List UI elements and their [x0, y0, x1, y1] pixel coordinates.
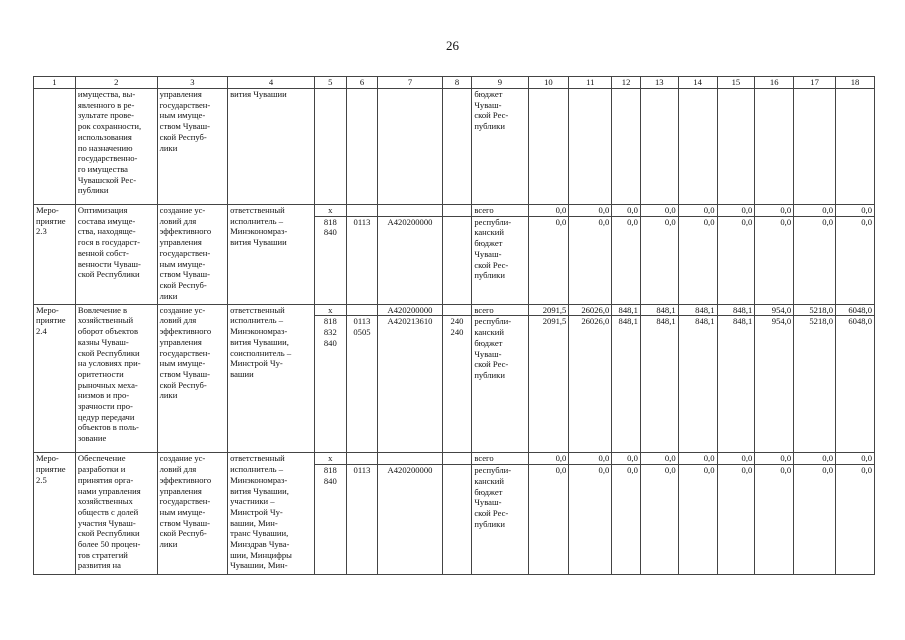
amount-col-14: 848,1: [678, 304, 717, 316]
expense-type-code: [442, 465, 472, 575]
column-number-13: 13: [640, 77, 678, 89]
event-goal: создание ус- ловий для эффективного управления государствен- ным имуще- ством Чуваш- ской Респуб- лики: [157, 205, 228, 305]
column-number-14: 14: [678, 77, 717, 89]
event-3-row-1: [34, 453, 875, 465]
amount-col-18: 6048,0: [836, 316, 875, 453]
amount-col-17: 0,0: [794, 453, 836, 465]
amount-col-16: 0,0: [755, 465, 794, 575]
column-number-7: 7: [378, 77, 442, 89]
amount-col-10: 0,0: [528, 453, 569, 465]
amount-col-16: 0,0: [755, 205, 794, 217]
target-article-code: А420200000: [378, 465, 442, 575]
event-1-row-1: [34, 205, 875, 217]
amount-col-16: 0,0: [755, 216, 794, 304]
funding-source: республи- канский бюджет Чуваш- ской Рес- публики: [472, 465, 528, 575]
cont-col4: вития Чувашии: [228, 89, 315, 205]
column-number-8: 8: [442, 77, 472, 89]
column-number-17: 17: [794, 77, 836, 89]
cont-col15: [717, 89, 755, 205]
amount-col-12: 0,0: [612, 216, 641, 304]
continuation-row: [34, 89, 875, 205]
amount-col-12: 0,0: [612, 205, 641, 217]
amount-col-18: 0,0: [836, 216, 875, 304]
amount-col-16: 954,0: [755, 304, 794, 316]
ministry-code: x: [314, 304, 346, 316]
column-number-3: 3: [157, 77, 228, 89]
column-number-18: 18: [836, 77, 875, 89]
amount-col-12: 0,0: [612, 453, 641, 465]
cont-col18: [836, 89, 875, 205]
amount-col-12: 0,0: [612, 465, 641, 575]
amount-col-17: 5218,0: [794, 304, 836, 316]
funding-source: республи- канский бюджет Чуваш- ской Рес- публики: [472, 216, 528, 304]
section-code: [346, 304, 378, 316]
section-code: [346, 205, 378, 217]
amount-col-15: 848,1: [717, 304, 755, 316]
table-body: [34, 77, 875, 575]
amount-col-10: 0,0: [528, 205, 569, 217]
expense-type-code: [442, 304, 472, 316]
amount-col-15: 0,0: [717, 216, 755, 304]
cont-col1: [34, 89, 76, 205]
amount-col-14: 0,0: [678, 453, 717, 465]
expense-type-code: [442, 453, 472, 465]
target-article-code: А420213610: [378, 316, 442, 453]
funding-source: всего: [472, 304, 528, 316]
amount-col-10: 0,0: [528, 465, 569, 575]
cont-col14: [678, 89, 717, 205]
amount-col-17: 0,0: [794, 465, 836, 575]
amount-col-13: 848,1: [640, 316, 678, 453]
column-number-1: 1: [34, 77, 76, 89]
amount-col-17: 5218,0: [794, 316, 836, 453]
cont-col17: [794, 89, 836, 205]
cont-col6: [346, 89, 378, 205]
target-article-code: [378, 453, 442, 465]
cont-col10: [528, 89, 569, 205]
amount-col-16: 954,0: [755, 316, 794, 453]
cont-col2: имущества, вы- явленного в ре- зультате прове- рок сохранности, использования по назначению государственно- го имущества Чувашской Рес- публики: [75, 89, 157, 205]
column-number-10: 10: [528, 77, 569, 89]
amount-col-13: 0,0: [640, 465, 678, 575]
column-number-12: 12: [612, 77, 641, 89]
column-number-4: 4: [228, 77, 315, 89]
amount-col-11: 0,0: [569, 465, 612, 575]
funding-source: всего: [472, 453, 528, 465]
column-number-16: 16: [755, 77, 794, 89]
column-number-2: 2: [75, 77, 157, 89]
amount-col-15: 0,0: [717, 465, 755, 575]
section-code: 0113 0505: [346, 316, 378, 453]
cont-col13: [640, 89, 678, 205]
amount-col-12: 848,1: [612, 304, 641, 316]
column-number-9: 9: [472, 77, 528, 89]
amount-col-11: 0,0: [569, 205, 612, 217]
event-executor: ответственный исполнитель – Минэкономраз- вития Чувашии: [228, 205, 315, 305]
column-number-5: 5: [314, 77, 346, 89]
column-number-6: 6: [346, 77, 378, 89]
expense-type-code: 240 240: [442, 316, 472, 453]
event-executor: ответственный исполнитель – Минэкономраз- вития Чувашии, соисполнитель – Минстрой Чу- вашии: [228, 304, 315, 453]
amount-col-17: 0,0: [794, 205, 836, 217]
amount-col-10: 2091,5: [528, 316, 569, 453]
target-article-code: [378, 205, 442, 217]
event-name: Обеспечение разработки и принятия орга- нами управления хозяйственных обществ с долей участия Чуваш- ской Республики более 50 процен- тов стратегий развития на: [75, 453, 157, 575]
page-number: 26: [446, 38, 459, 53]
amount-col-14: 0,0: [678, 205, 717, 217]
cont-col3: управления государствен- ным имуще- ством Чуваш- ской Респуб- лики: [157, 89, 228, 205]
amount-col-14: 0,0: [678, 216, 717, 304]
column-number-15: 15: [717, 77, 755, 89]
amount-col-11: 26026,0: [569, 304, 612, 316]
amount-col-11: 0,0: [569, 453, 612, 465]
ministry-code: 818 840: [314, 465, 346, 575]
amount-col-14: 848,1: [678, 316, 717, 453]
amount-col-16: 0,0: [755, 453, 794, 465]
funding-source: всего: [472, 205, 528, 217]
cont-col16: [755, 89, 794, 205]
event-id: Меро- приятие 2.5: [34, 453, 76, 575]
amount-col-13: 0,0: [640, 453, 678, 465]
cont-col9: бюджет Чуваш- ской Рес- публики: [472, 89, 528, 205]
event-id: Меро- приятие 2.3: [34, 205, 76, 305]
section-code: 0113: [346, 216, 378, 304]
section-code: [346, 453, 378, 465]
cont-col12: [612, 89, 641, 205]
event-name: Оптимизация состава имуще- ства, находяще- гося в государст- венной собст- венности Чуваш- ской Республики: [75, 205, 157, 305]
event-goal: создание ус- ловий для эффективного управления государствен- ным имуще- ством Чуваш- ской Респуб- лики: [157, 453, 228, 575]
amount-col-11: 0,0: [569, 216, 612, 304]
amount-col-13: 0,0: [640, 216, 678, 304]
amount-col-18: 0,0: [836, 205, 875, 217]
cont-col11: [569, 89, 612, 205]
target-article-code: А420200000: [378, 304, 442, 316]
event-name: Вовлечение в хозяйственный оборот объектов казны Чуваш- ской Республики на условиях при- оритетности рыночных меха- низмов и про- зрачности про- цедур передачи объектов в поль- зование: [75, 304, 157, 453]
event-executor: ответственный исполнитель – Минэкономраз- вития Чувашии, участники – Минстрой Чу- вашии, Мин- транс Чувашии, Минздрав Чува- шии, Минцифры Чувашии, Мин-: [228, 453, 315, 575]
amount-col-11: 26026,0: [569, 316, 612, 453]
amount-col-10: 0,0: [528, 216, 569, 304]
ministry-code: 818 840: [314, 216, 346, 304]
ministry-code: 818 832 840: [314, 316, 346, 453]
amount-col-15: 0,0: [717, 205, 755, 217]
expense-type-code: [442, 205, 472, 217]
target-article-code: А420200000: [378, 216, 442, 304]
ministry-code: x: [314, 205, 346, 217]
amount-col-15: 848,1: [717, 316, 755, 453]
cont-col5: [314, 89, 346, 205]
event-id: Меро- приятие 2.4: [34, 304, 76, 453]
column-number-11: 11: [569, 77, 612, 89]
funding-source: республи- канский бюджет Чуваш- ской Рес- публики: [472, 316, 528, 453]
amount-col-18: 6048,0: [836, 304, 875, 316]
section-code: 0113: [346, 465, 378, 575]
amount-col-12: 848,1: [612, 316, 641, 453]
column-number-row: [34, 77, 875, 89]
amount-col-10: 2091,5: [528, 304, 569, 316]
amount-col-15: 0,0: [717, 453, 755, 465]
amount-col-18: 0,0: [836, 465, 875, 575]
amount-col-13: 848,1: [640, 304, 678, 316]
amount-col-17: 0,0: [794, 216, 836, 304]
amount-col-14: 0,0: [678, 465, 717, 575]
cont-col7: [378, 89, 442, 205]
ministry-code: x: [314, 453, 346, 465]
amount-col-18: 0,0: [836, 453, 875, 465]
event-2-row-1: [34, 304, 875, 316]
amount-col-13: 0,0: [640, 205, 678, 217]
cont-col8: [442, 89, 472, 205]
event-goal: создание ус- ловий для эффективного управления государствен- ным имуще- ством Чуваш- ской Респуб- лики: [157, 304, 228, 453]
budget-table: [33, 76, 875, 575]
expense-type-code: [442, 216, 472, 304]
